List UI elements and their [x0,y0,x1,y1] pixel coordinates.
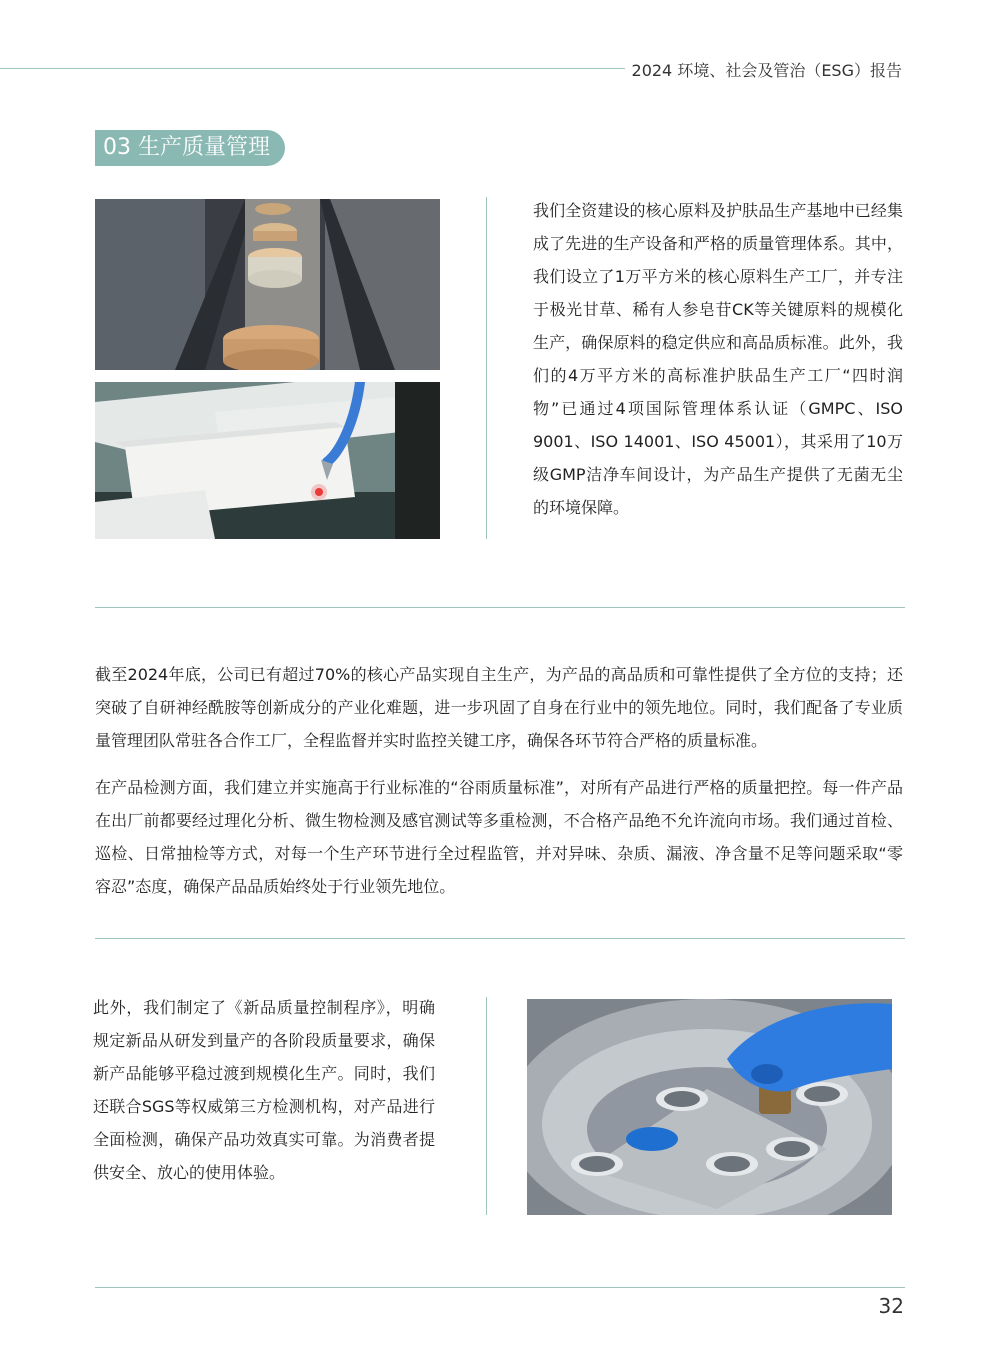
testing-paragraph: 在产品检测方面，我们建立并实施高于行业标准的“谷雨质量标准”，对所有产品进行严格的质量把控。每一件产品在出厂前都要经过理化分析、微生物检测及感官测试等多重检测，不合格产品绝不允许流向市场。我们通过首检、巡检、日常抽检等方式，对每一个生产环节进行全过程监管，并对异味、杂质、漏液、净含量不足等问题采取“零容忍”态度，确保产品品质始终处于行业领先地位。 [95,778,903,896]
conveyor-jars-illustration [95,199,440,370]
new-products-paragraph: 此外，我们制定了《新品质量控制程序》，明确规定新品从研发到量产的各阶段质量要求，确保新产品能够平稳过渡到规模化生产。同时，我们还联合SGS等权威第三方检测机构，对产品进行全面检测，确保产品功效真实可靠。为消费者提供安全、放心的使用体验。 [93,998,435,1182]
page-number: 32 [878,1294,904,1318]
box-inspection-illustration [95,382,440,539]
centrifuge-photo [527,999,892,1215]
intro-paragraph: 我们全资建设的核心原料及护肤品生产基地中已经集成了先进的生产设备和严格的质量管理体系。其中，我们设立了1万平方米的核心原料生产工厂，并专注于极光甘草、稀有人参皂苷CK等关键原料的规模化生产，确保原料的稳定供应和高品质标准。此外，我们的4万平方米的高标准护肤品生产工厂“四时润物”已通过4项国际管理体系认证（GMPC、ISO 9001、ISO 14001、ISO 45001），其采用了10万级GMP洁净车间设计，为产品生产提供了无菌无尘的环境保障。 [533,201,903,517]
section-divider-1 [95,607,905,608]
header-rule [0,68,625,69]
report-title: 2024 环境、社会及管治（ESG）报告 [631,61,902,80]
centrifuge-illustration [527,999,892,1215]
box-inspection-photo [95,382,440,539]
column-divider-top [486,197,487,539]
column-divider-bottom [486,997,487,1215]
conveyor-jars-photo [95,199,440,370]
footer-rule [95,1287,905,1288]
self-production-paragraph: 截至2024年底，公司已有超过70%的核心产品实现自主生产，为产品的高品质和可靠性提供了全方位的支持；还突破了自研神经酰胺等创新成分的产业化难题，进一步巩固了自身在行业中的领先地位。同时，我们配备了专业质量管理团队常驻各合作工厂，全程监督并实时监控关键工序，确保各环节符合严格的质量标准。 [95,665,903,750]
section-divider-2 [95,938,905,939]
section-heading: 03 生产质量管理 [95,130,285,166]
